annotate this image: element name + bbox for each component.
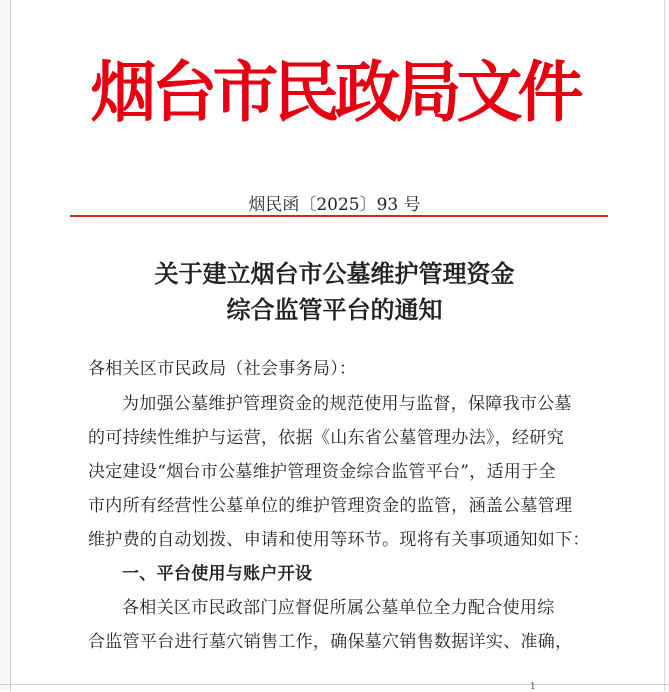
- body-paragraph-line: 合监管平台进行墓穴销售工作，确保墓穴销售数据详实、准确，: [88, 632, 573, 652]
- body-paragraph-line: 市内所有经营性公墓单位的维护管理资金的监管，涵盖公墓管理: [88, 496, 573, 516]
- body-paragraph-line: 各相关区市民政部门应督促所属公墓单位全力配合使用综: [122, 598, 555, 618]
- body-paragraph-line: 为加强公墓维护管理资金的规范使用与监督，保障我市公墓: [122, 394, 572, 414]
- page-number: 1: [530, 682, 536, 692]
- document-header-title: 烟台市民政局文件: [90, 54, 579, 131]
- document-number: 烟民函〔2025〕93 号: [248, 195, 421, 215]
- notice-title-line-1: 关于建立烟台市公墓维护管理资金: [154, 260, 515, 288]
- notice-title-line-2: 综合监管平台的通知: [226, 296, 443, 324]
- page-bottom-edge: [0, 684, 669, 685]
- body-paragraph-line: 维护费的自动划拨、申请和使用等环节。现将有关事项通知如下：: [88, 530, 590, 550]
- section-heading: 一、平台使用与账户开设: [122, 564, 313, 584]
- salutation: 各相关区市民政局（社会事务局）：: [88, 359, 357, 379]
- red-separator-line: [70, 215, 608, 217]
- body-paragraph-line: 决定建设“烟台市公墓维护管理资金综合监管平台”，适用于全: [88, 462, 556, 482]
- body-paragraph-line: 的可持续性维护与运营，依据《山东省公墓管理办法》，经研究: [88, 428, 564, 448]
